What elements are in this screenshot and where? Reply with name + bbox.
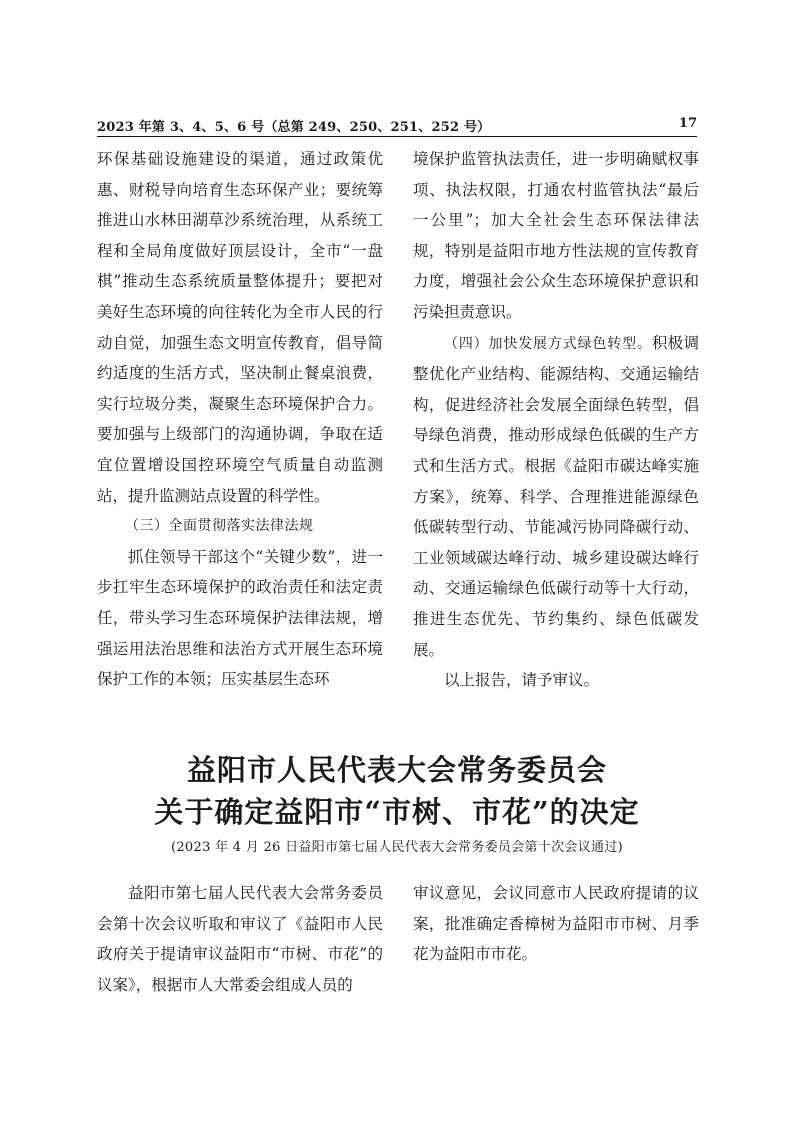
section-heading-3: （三）全面贯彻落实法律法规 <box>125 518 314 535</box>
decision-subtitle: (2023 年 4 月 26 日益阳市第七届人民代表大会常务委员会第十次会议通过) <box>170 840 623 855</box>
header-rule <box>97 136 697 137</box>
report-paragraph: 环保基础设施建设的渠道，通过政策优惠、财税导向培育生态环保产业；要统筹推进山水林田湖草沙系统治理，从系统工程和全局角度做好顶层设计，全市“一盘棋”推动生态系统质量整体提升；要把对美好生态环境的向往转化为全市人民的行动自觉，加强生态文明宣传教育，倡导简约适度的生活方式，坚决制止餐桌浪费，实行垃圾分类，凝聚生态环境保护合力。要加强与上级部门的沟通协调，争取在适宜位置增设国控环境空气质量自动监测站，提升监测站点设置的科学性。 <box>97 150 383 505</box>
decision-right-column <box>413 878 699 970</box>
page-number: 17 <box>678 116 697 131</box>
decision-paragraph: 益阳市第七届人民代表大会常务委员会第十次会议听取和审议了《益阳市人民政府关于提请审议益阳市“市树、市花”的议案》，根据市人大常委会组成人员的 <box>97 884 383 994</box>
decision-title-line2: 关于确定益阳市“市树、市花”的决定 <box>154 795 640 829</box>
report-right-column <box>413 144 699 696</box>
decision-paragraph: 审议意见，会议同意市人民政府提请的议案，批准确定香樟树为益阳市市树、月季花为益阳市市花。 <box>413 884 699 964</box>
report-paragraph: 境保护监管执法责任，进一步明确赋权事项、执法权限，打通农村监管执法“最后一公里”；加大全社会生态环保法律法规，特别是益阳市地方性法规的宣传教育力度，增强社会公众生态环境保护意识和污染担责意识。 <box>413 150 699 321</box>
decision-left-column <box>97 878 383 1000</box>
section-heading-4: （四）加快发展方式绿色转型。 <box>444 335 652 352</box>
report-paragraph: 抓住领导干部这个“关键少数”，进一步扛牢生态环境保护的政治责任和法定责任，带头学习生态环境保护法律法规，增强运用法治思维和法治方式开展生态环境保护工作的本领；压实基层生态环 <box>97 547 383 689</box>
decision-title-line1: 益阳市人民代表大会常务委员会 <box>186 753 607 787</box>
page-header <box>97 112 697 134</box>
report-paragraph <box>413 328 699 666</box>
report-left-column <box>97 144 383 695</box>
issue-info: 2023 年第 3、4、5、6 号（总第 249、250、251、252 号） <box>97 120 491 135</box>
report-paragraph-text: 积极调整优化产业结构、能源结构、交通运输结构，促进经济社会发展全面绿色转型，倡导绿色消费，推动形成绿色低碳的生产方式和生活方式。根据《益阳市碳达峰实施方案》，统筹、科学、合理推进能源绿色低碳转型行动、节能减污协同降碳行动、工业领域碳达峰行动、城乡建设碳达峰行动、交通运输绿色低碳行动等十大行动，推进生态优先、节约集约、绿色低碳发展。 <box>413 333 699 659</box>
closing-line: 以上报告，请予审议。 <box>444 671 600 690</box>
